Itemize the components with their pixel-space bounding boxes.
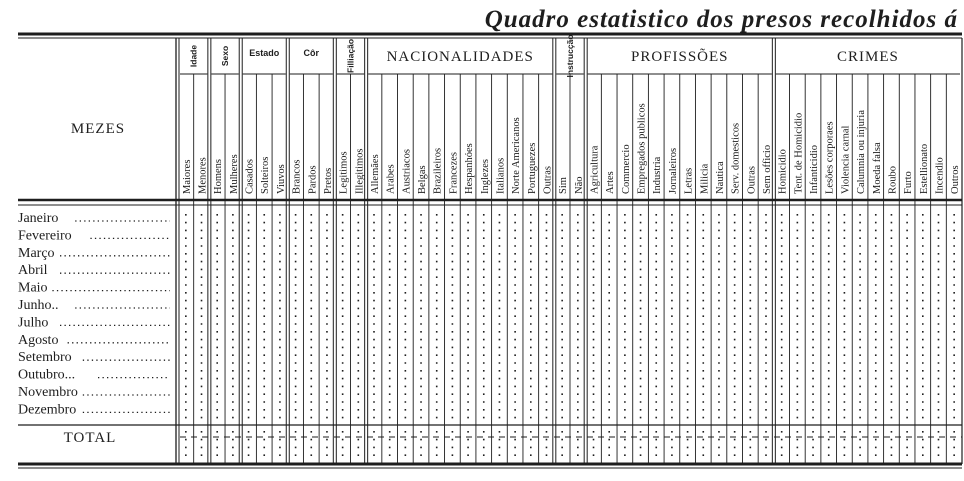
column-header: Pardos: [307, 165, 319, 194]
column-header: Italianos: [495, 157, 507, 194]
column-header: Maiores: [181, 159, 193, 194]
month-label: Março: [18, 245, 55, 261]
row-header-label: MEZES: [70, 121, 126, 137]
column-header: Tent. de Homicidio: [793, 112, 805, 194]
group-header-côr: Côr: [303, 48, 320, 58]
month-label: Janeiro: [18, 211, 59, 226]
column-header: Artes: [605, 171, 617, 194]
group-header-nacionalidades: NACIONALIDADES: [386, 49, 534, 65]
month-label: Abril: [18, 263, 48, 279]
column-header: Agricultura: [589, 145, 601, 194]
total-label: TOTAL: [63, 430, 117, 446]
column-header: Viuvos: [275, 164, 287, 194]
column-header: Infanticidio: [809, 145, 821, 194]
column-header: Furto: [903, 171, 915, 194]
month-label: Fevereiro: [18, 228, 72, 244]
column-header: Brancos: [291, 159, 303, 194]
column-header: Inglezes: [479, 159, 491, 194]
group-header-instrucção: Instrucção: [565, 34, 575, 78]
column-header: Moeda falsa: [871, 142, 883, 194]
column-header: Letras: [683, 167, 695, 194]
column-header: Empregados publicos: [636, 103, 648, 194]
column-header: Sem officio: [762, 144, 773, 194]
column-header: Sim: [558, 177, 570, 194]
column-header: Homicidio: [777, 149, 789, 194]
column-header: Pretos: [322, 167, 334, 194]
column-header: Commercio: [620, 144, 632, 194]
group-header-idade: Idade: [188, 44, 199, 68]
month-label: Maio: [18, 280, 48, 296]
month-label: Julho: [18, 315, 49, 331]
month-label: Junho..: [18, 298, 59, 313]
month-label: Outubro...: [18, 367, 76, 383]
page-title: Quadro estatistico dos presos recolhidos á: [484, 6, 958, 33]
group-header-crimes: CRIMES: [836, 49, 899, 65]
column-header: Legitimos: [338, 151, 350, 194]
column-header: Menores: [197, 157, 209, 194]
column-header: Illegitimos: [354, 148, 366, 194]
column-header: Norte Americanos: [511, 117, 523, 194]
column-header: Jornaleiros: [667, 147, 679, 194]
column-header: Portuguezes: [526, 142, 538, 194]
column-header: Outras: [746, 166, 758, 194]
column-header: Brazileiros: [432, 147, 444, 194]
column-header: Não: [573, 176, 585, 194]
column-header: Arabes: [385, 164, 397, 194]
month-label: Dezembro: [18, 402, 77, 418]
column-header: Homens: [213, 159, 225, 194]
column-header: Outros: [950, 165, 962, 194]
group-header-sexo: Sexo: [220, 45, 231, 67]
column-header: Solteiros: [260, 156, 272, 194]
column-header: Incendio: [934, 157, 946, 194]
group-header-filliação: Filliação: [345, 38, 356, 74]
column-header: Belgas: [417, 165, 429, 194]
column-header: Industria: [652, 156, 664, 194]
column-header: Violencia carnal: [840, 125, 852, 194]
month-label: Setembro: [18, 350, 72, 366]
column-header: Serv. domesticos: [730, 122, 742, 194]
column-header: Milicia: [699, 163, 711, 194]
column-header: Lesões corporaes: [824, 121, 836, 194]
group-header-estado: Estado: [249, 48, 280, 58]
column-header: Hespanhóes: [464, 143, 476, 194]
column-header: Francezes: [448, 152, 460, 194]
column-header: Calumnia ou injuria: [856, 110, 868, 194]
column-header: Roubo: [887, 165, 899, 194]
column-header: Allemães: [370, 154, 381, 194]
month-label: Agosto: [18, 332, 59, 348]
month-label: Novembro: [18, 385, 78, 400]
column-header: Estellionato: [918, 143, 930, 194]
column-header: Casados: [244, 159, 256, 194]
column-header: Outras: [542, 166, 554, 194]
group-header-profissões: PROFISSÕES: [630, 49, 729, 65]
column-header: Nautica: [714, 161, 726, 194]
column-header: Mulheres: [228, 154, 240, 194]
column-header: Austriacos: [401, 149, 413, 194]
